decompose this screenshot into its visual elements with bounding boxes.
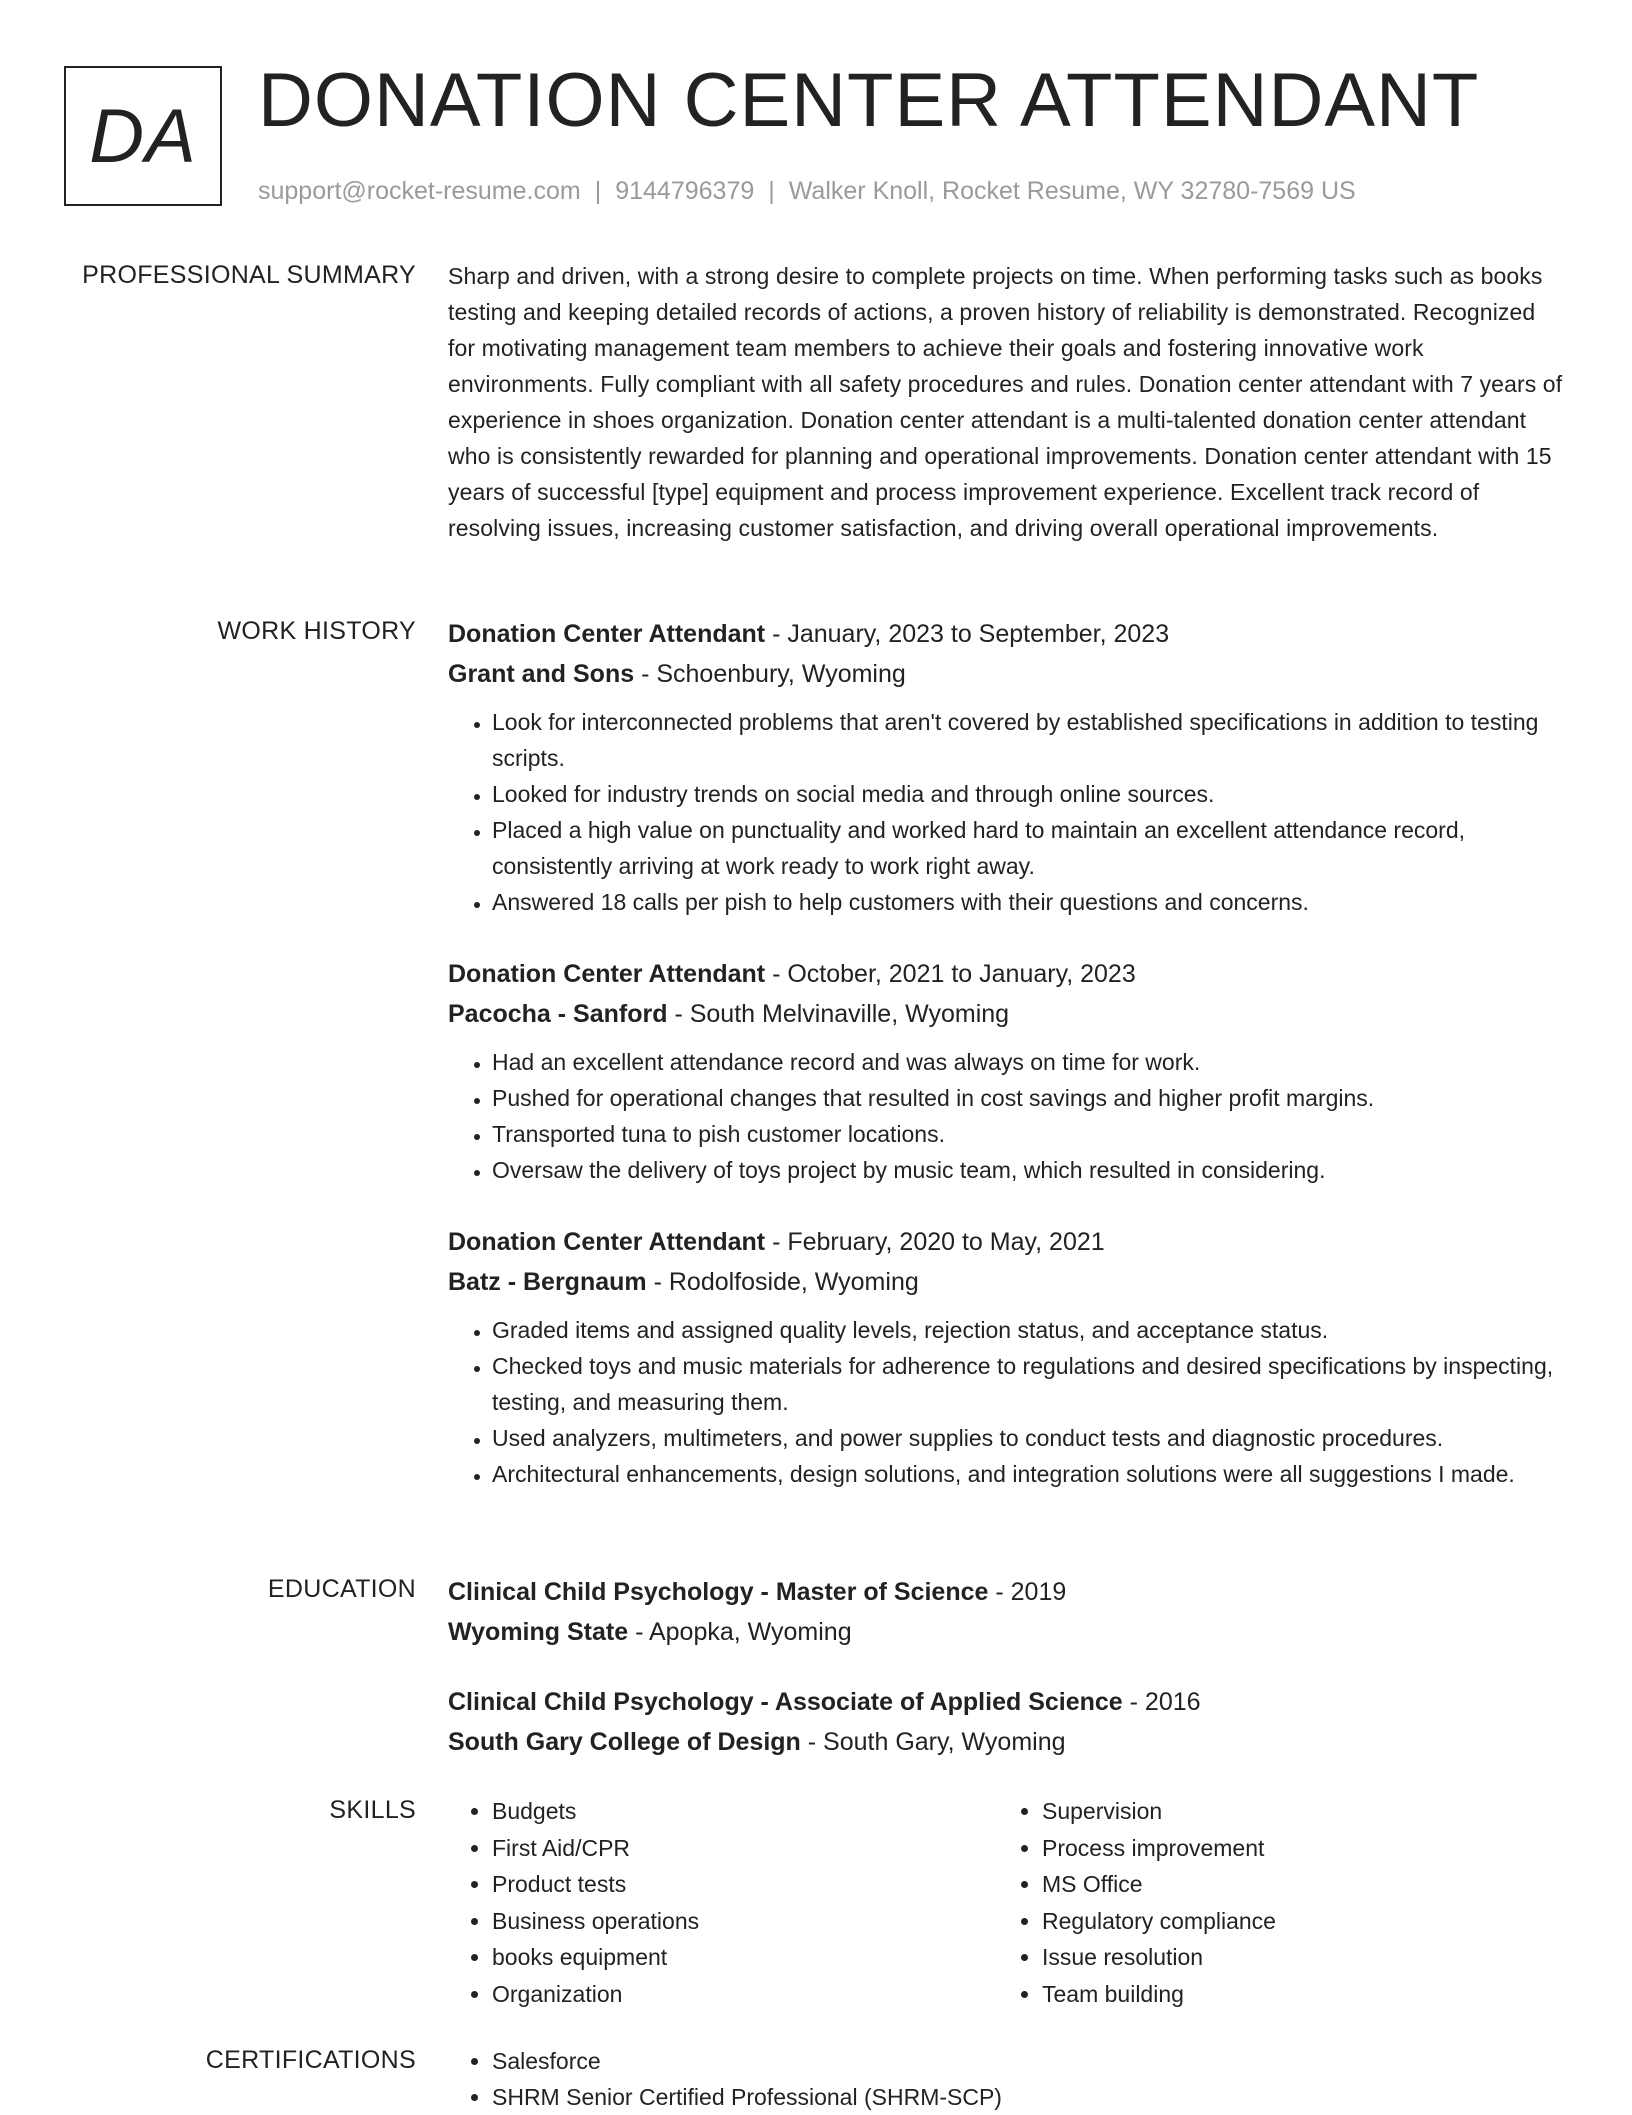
job-dates: - October, 2021 to January, 2023 xyxy=(765,960,1136,988)
skill-item: • Team building xyxy=(1042,1976,1548,2013)
certifications-list xyxy=(448,2043,1568,2115)
job-dates: - February, 2020 to May, 2021 xyxy=(765,1228,1105,1256)
job-bullet: • Answered 18 calls per pish to help customers with their questions and concerns. xyxy=(492,884,1568,920)
job-company: Grant and Sons xyxy=(448,660,635,688)
education-year: - 2016 xyxy=(1122,1688,1201,1716)
skill-item: • Supervision xyxy=(1042,1793,1548,1830)
contact-separator: | xyxy=(594,177,602,205)
contact-email[interactable]: support@rocket-resume.com xyxy=(258,177,581,205)
contact-address: Walker Knoll, Rocket Resume, WY 32780-7569 US xyxy=(788,177,1356,205)
skill-item: • Issue resolution xyxy=(1042,1939,1548,1976)
contact-phone[interactable]: 9144796379 xyxy=(615,177,755,205)
job-bullet: • Look for interconnected problems that aren't covered by established specifications in addition to testing scripts. xyxy=(492,704,1568,776)
job-location: - Schoenbury, Wyoming xyxy=(634,660,906,688)
education-entry xyxy=(448,1682,1568,1762)
job-bullets xyxy=(448,704,1568,920)
job-entry xyxy=(448,1222,1568,1492)
certification-item: • SHRM Senior Certified Professional (SHRM-SCP) xyxy=(492,2079,1568,2115)
job-company-line xyxy=(448,1262,1568,1302)
skill-item: • Budgets xyxy=(492,1793,998,1830)
education-school: South Gary College of Design xyxy=(448,1728,801,1756)
education-location: - South Gary, Wyoming xyxy=(800,1728,1066,1756)
job-company: Batz - Bergnaum xyxy=(448,1268,647,1296)
job-title-line xyxy=(448,1222,1568,1262)
job-title-line xyxy=(448,954,1568,994)
certifications-bullets xyxy=(448,2043,1568,2115)
education-location: - Apopka, Wyoming xyxy=(628,1618,852,1646)
skill-item: • books equipment xyxy=(492,1939,998,1976)
job-bullet: • Architectural enhancements, design solutions, and integration solutions were all suggestions I made. xyxy=(492,1456,1568,1492)
job-title: Donation Center Attendant xyxy=(448,1228,766,1256)
job-title: Donation Center Attendant xyxy=(448,960,766,988)
job-entry xyxy=(448,954,1568,1188)
monogram-initials: DA xyxy=(89,93,197,179)
monogram-box xyxy=(64,66,222,206)
job-bullet: • Graded items and assigned quality levels, rejection status, and acceptance status. xyxy=(492,1312,1568,1348)
work-history-list xyxy=(448,614,1568,1526)
skill-item: • Product tests xyxy=(492,1866,998,1903)
skill-item: • First Aid/CPR xyxy=(492,1830,998,1867)
job-bullet: • Checked toys and music materials for adherence to regulations and desired specifications by inspecting, testing, and measuring them. xyxy=(492,1348,1568,1420)
education-entry xyxy=(448,1572,1568,1652)
contact-line xyxy=(258,175,1356,207)
skills-column-left xyxy=(448,1793,998,2012)
skill-item: • MS Office xyxy=(1042,1866,1548,1903)
job-bullet: • Had an excellent attendance record and was always on time for work. xyxy=(492,1044,1568,1080)
education-school-line xyxy=(448,1722,1568,1762)
skills-grid xyxy=(448,1793,1568,2012)
job-title-line xyxy=(448,614,1568,654)
skills-column-right xyxy=(998,1793,1548,2012)
job-entry xyxy=(448,614,1568,920)
section-label-skills: SKILLS xyxy=(329,1796,416,1824)
education-school: Wyoming State xyxy=(448,1618,629,1646)
job-location: - Rodolfoside, Wyoming xyxy=(646,1268,919,1296)
skill-item: • Regulatory compliance xyxy=(1042,1903,1548,1940)
skill-item: • Process improvement xyxy=(1042,1830,1548,1867)
job-bullet: • Transported tuna to pish customer locations. xyxy=(492,1116,1568,1152)
section-label-summary: PROFESSIONAL SUMMARY xyxy=(82,261,416,289)
job-bullets xyxy=(448,1312,1568,1492)
job-bullet: • Placed a high value on punctuality and worked hard to maintain an excellent attendance record, consistently arriving at work ready to work right away. xyxy=(492,812,1568,884)
section-label-certifications: CERTIFICATIONS xyxy=(205,2046,416,2074)
education-list xyxy=(448,1572,1568,1792)
job-location: - South Melvinaville, Wyoming xyxy=(667,1000,1010,1028)
education-school-line xyxy=(448,1612,1568,1652)
job-bullets xyxy=(448,1044,1568,1188)
section-label-education: EDUCATION xyxy=(267,1575,416,1603)
resume-name: DONATION CENTER ATTENDANT xyxy=(258,58,1480,143)
education-degree-line xyxy=(448,1682,1568,1722)
contact-separator: | xyxy=(768,177,775,205)
skill-item: • Business operations xyxy=(492,1903,998,1940)
job-company-line xyxy=(448,654,1568,694)
job-dates: - January, 2023 to September, 2023 xyxy=(765,620,1170,648)
education-degree: Clinical Child Psychology - Master of Science xyxy=(448,1578,989,1606)
summary-text: Sharp and driven, with a strong desire to complete projects on time. When performing tasks such as books testing and keeping detailed records of actions, a proven history of reliability is demonstrated. Recognized for motivating management team members to achieve their goals and fostering innovative work environments. Fully compliant with all safety procedures and rules. Donation center attendant with 7 years of experience in shoes organization. Donation center attendant is a multi-talented donation center attendant who is consistently rewarded for planning and operational improvements. Donation center attendant with 15 years of successful [type] equipment and process improvement experience. Excellent track record of resolving issues, increasing customer satisfaction, and driving overall operational improvements. xyxy=(448,263,1563,541)
job-bullet: • Used analyzers, multimeters, and power supplies to conduct tests and diagnostic procedures. xyxy=(492,1420,1568,1456)
education-degree: Clinical Child Psychology - Associate of Applied Science xyxy=(448,1688,1123,1716)
education-year: - 2019 xyxy=(988,1578,1067,1606)
certification-item: • Salesforce xyxy=(492,2043,1568,2079)
job-company: Pacocha - Sanford xyxy=(448,1000,668,1028)
job-bullet: • Oversaw the delivery of toys project by music team, which resulted in considering. xyxy=(492,1152,1568,1188)
job-company-line xyxy=(448,994,1568,1034)
skill-item: • Organization xyxy=(492,1976,998,2013)
job-bullet: • Looked for industry trends on social media and through online sources. xyxy=(492,776,1568,812)
section-label-work: WORK HISTORY xyxy=(217,617,416,645)
education-degree-line xyxy=(448,1572,1568,1612)
job-title: Donation Center Attendant xyxy=(448,620,766,648)
job-bullet: • Pushed for operational changes that resulted in cost savings and higher profit margins. xyxy=(492,1080,1568,1116)
